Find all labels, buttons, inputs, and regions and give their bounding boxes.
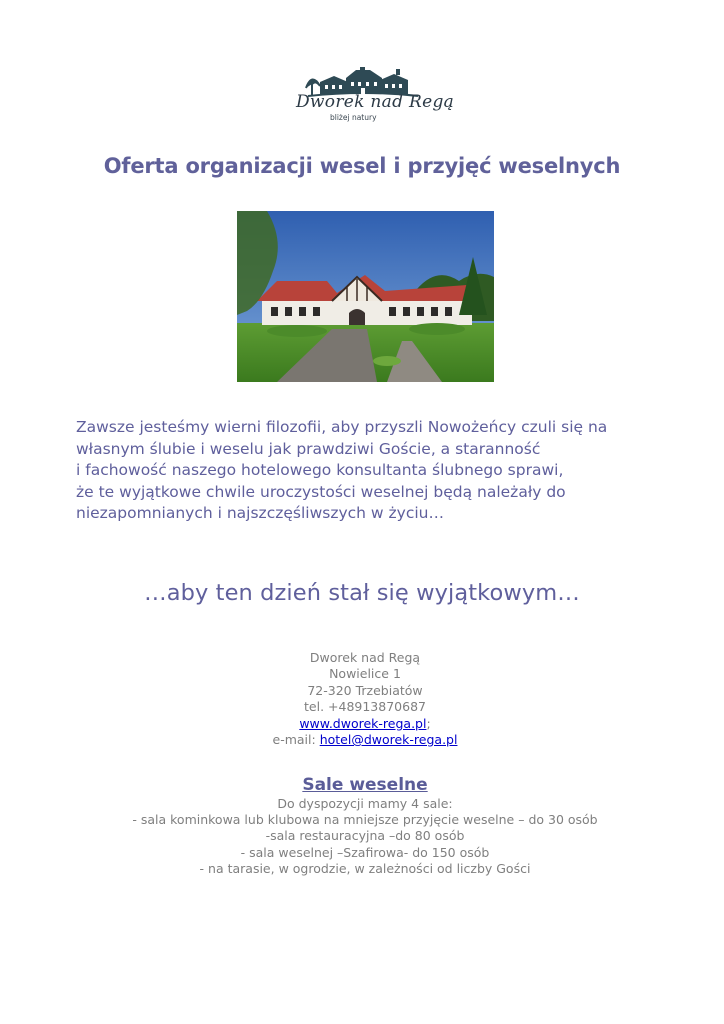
email-link[interactable]: hotel@dworek-rega.pl [319, 732, 458, 748]
intro-line: że te wyjątkowe chwile uroczystości weselnej będą należały do [76, 482, 566, 501]
contact-city: 72-320 Trzebiatów [307, 682, 423, 698]
halls-intro: Do dyspozycji mamy 4 sale: [277, 796, 453, 811]
halls-heading: Sale weselne [302, 775, 428, 795]
intro-paragraph [76, 417, 666, 525]
motto: …aby ten dzień stał się wyjątkowym… [144, 580, 580, 606]
intro-line: i fachowość naszego hotelowego konsultanta ślubnego sprawi, [76, 461, 564, 480]
website-suffix: ; [426, 715, 431, 731]
contact-email-line [0, 732, 724, 748]
page-title: Oferta organizacji wesel i przyjęć weselnych [103, 154, 621, 178]
email-label: e-mail: [272, 732, 320, 748]
contact-phone: tel. +48913870687 [304, 699, 426, 715]
logo-tagline: bliżej natury [330, 113, 377, 122]
intro-line: własnym ślubie i weselu jak prawdziwi Goście, a staranność [76, 439, 541, 458]
intro-line: niezapomnianych i najszczęśliwszych w życiu… [76, 504, 444, 523]
hall-item: -sala restauracyjna –do 80 osób [265, 828, 465, 844]
contact-street: Nowielice 1 [329, 666, 401, 682]
contact-website-line [0, 716, 724, 732]
manor-house-photo [237, 211, 494, 382]
website-link[interactable]: www.dworek-rega.pl [299, 715, 427, 731]
logo [290, 66, 455, 128]
intro-line: Zawsze jesteśmy wierni filozofii, aby przyszli Nowożeńcy czuli się na [76, 418, 608, 436]
hall-item: - na tarasie, w ogrodzie, w zależności od liczby Gości [199, 860, 531, 876]
halls-section [0, 774, 724, 877]
hall-item: - sala weselnej –Szafirowa- do 150 osób [240, 844, 490, 860]
contact-block [0, 650, 724, 748]
logo-name: Dworek nad Regą [296, 92, 455, 112]
hall-item: - sala kominkowa lub klubowa na mniejsze przyjęcie weselne – do 30 osób [132, 812, 598, 828]
contact-name: Dworek nad Regą [309, 650, 421, 665]
